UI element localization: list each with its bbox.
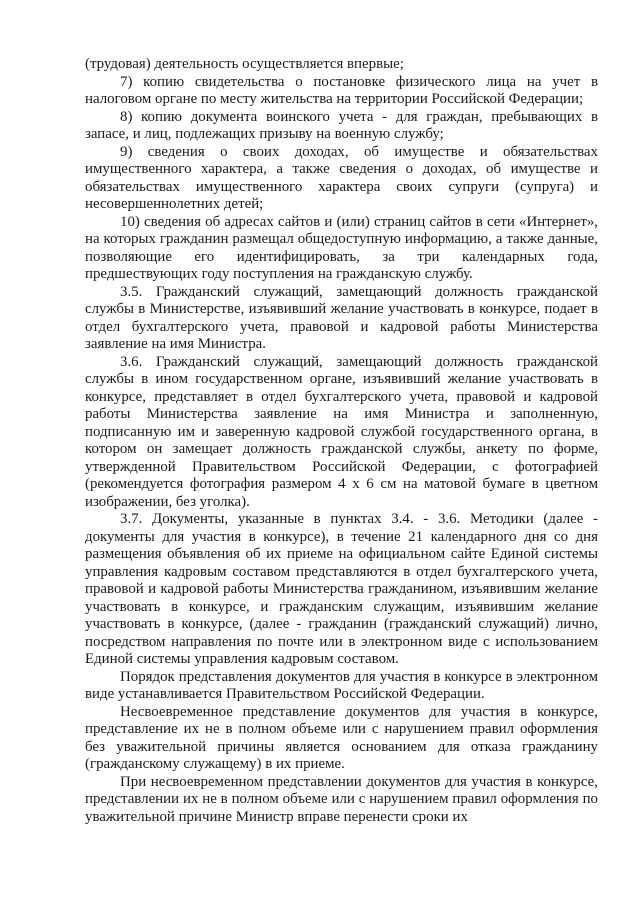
paragraph-item-9: 9) сведения о своих доходах, об имуществе и обязательствах имущественного характера, а также сведения о доходах, об имуществе и обязательствах имущественного характера своих супруги (супруга) и несовершеннолетних детей; [85, 143, 598, 212]
paragraph-3-5: 3.5. Гражданский служащий, замещающий должность гражданской службы в Министерстве, изъявивший желание участвовать в конкурсе, подает в отдел бухгалтерского учета, правовой и кадровой работы Министерства заявление на имя Министра. [85, 283, 598, 352]
paragraph-late-submission: Несвоевременное представление документов для участия в конкурсе, представление их не в полном объеме или с нарушением правил оформления без уважительной причины является основанием для отказа гражданину (гражданскому служащему) в их приеме. [85, 703, 598, 772]
paragraph-item-8: 8) копию документа воинского учета - для граждан, пребывающих в запасе, и лиц, подлежащих призыву на военную службу; [85, 108, 598, 142]
document-page [85, 56, 598, 826]
paragraph-continuation: (трудовая) деятельность осуществляется впервые; [85, 56, 404, 72]
paragraph-3-6: 3.6. Гражданский служащий, замещающий должность гражданской службы в ином государственном органе, изъявивший желание участвовать в конкурсе, представляет в отдел бухгалтерского учета, правовой и кадровой работы Министерства заявление на имя Министра и заполненную, подписанную им и заверенную кадровой службой государственного органа, в котором он замещает должность гражданской службы, анкету по форме, утвержденной Правительством Российской Федерации, с фотографией (рекомендуется фотография размером 4 х 6 см на матовой бумаге в цветном изображении, без уголка). [85, 353, 598, 510]
paragraph-item-7: 7) копию свидетельства о постановке физического лица на учет в налоговом органе по месту жительства на территории Российской Федерации; [85, 73, 598, 107]
paragraph-3-7: 3.7. Документы, указанные в пунктах 3.4. - 3.6. Методики (далее - документы для участия в конкурсе), в течение 21 календарного дня со дня размещения объявления об их приеме на официальном сайте Единой системы управления кадровым составом представляются в отдел бухгалтерского учета, правовой и кадровой работы Министерства гражданином, изъявившим желание участвовать в конкурсе, и гражданским служащим, изъявившим желание участвовать в конкурсе, (далее - гражданин (гражданский служащий) лично, посредством направления по почте или в электронном виде с использованием Единой системы управления кадровым составом. [85, 511, 598, 667]
paragraph-valid-reason: При несвоевременном представлении документов для участия в конкурсе, представлении их не в полном объеме или с нарушением правил оформления по уважительной причине Министр вправе перенести сроки их [85, 773, 598, 825]
paragraph-item-10: 10) сведения об адресах сайтов и (или) страниц сайтов в сети «Интернет», на которых гражданин размещал общедоступную информацию, а также данные, позволяющие его идентифицировать, за три календарных года, предшествующих году поступления на гражданскую службу. [85, 213, 598, 282]
paragraph-electronic-procedure: Порядок представления документов для участия в конкурсе в электронном виде устанавливается Правительством Российской Федерации. [85, 668, 598, 702]
